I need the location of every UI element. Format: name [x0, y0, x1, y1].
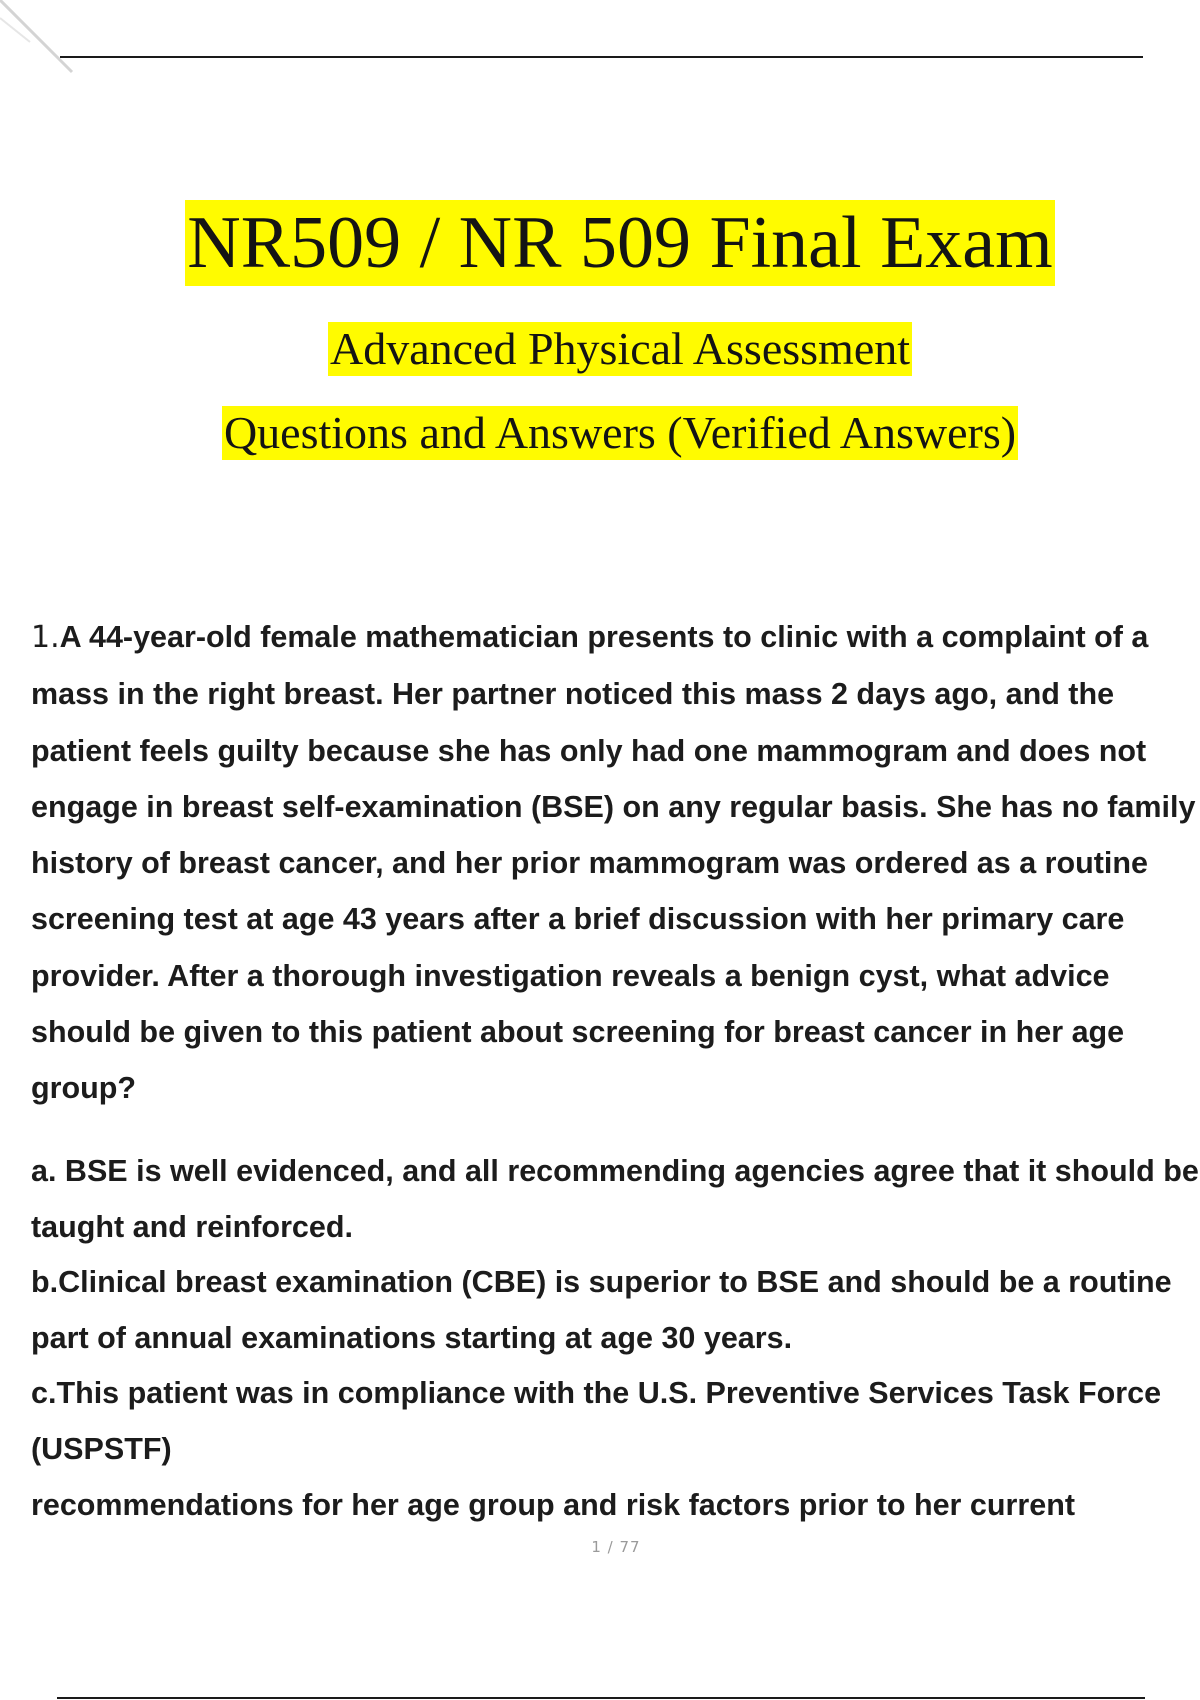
page-indicator: 1 / 77	[591, 1538, 641, 1556]
document-subtitle: Advanced Physical Assessment	[329, 323, 911, 374]
answer-option-a	[31, 1144, 1200, 1255]
question-number: 1.	[31, 620, 60, 655]
document-title: NR509 / NR 509 Final Exam	[187, 202, 1053, 284]
answer-option-b	[31, 1255, 1200, 1366]
option-text: BSE is well evidenced, and all recommending agencies agree that it should be taught and reinforced.	[31, 1154, 1199, 1244]
question-1	[31, 609, 1200, 1117]
title-block	[0, 200, 1200, 460]
document-subtitle-secondary: Questions and Answers (Verified Answers)	[223, 407, 1017, 458]
option-label: c.	[31, 1376, 57, 1411]
page-corner-fold	[0, 0, 90, 90]
answer-option-c	[31, 1366, 1200, 1477]
header-rule	[60, 56, 1143, 58]
answer-options	[31, 1144, 1200, 1533]
option-label: b.	[31, 1265, 59, 1300]
option-text: This patient was in compliance with the U.S. Preventive Services Task Force (USPSTF)	[31, 1376, 1162, 1466]
footer-rule	[57, 1697, 1145, 1699]
question-text: A 44-year-old female mathematician presents to clinic with a complaint of a mass in the right breast. Her partner noticed this mass 2 days ago, and the patient feels guilty because she has only had one mammogram and does not engage in breast self-examination (BSE) on any regular basis. She has no family history of breast cancer, and her prior mammogram was ordered as a routine screening test at age 43 years after a brief discussion with her primary care provider. After a thorough investigation reveals a benign cyst, what advice should be given to this patient about screening for breast cancer in her age group?	[31, 620, 1196, 1106]
option-text: Clinical breast examination (CBE) is superior to BSE and should be a routine part of annual examinations starting at age 30 years.	[31, 1265, 1172, 1355]
answer-option-c-continuation: recommendations for her age group and risk factors prior to her current	[31, 1487, 1075, 1522]
option-label: a.	[31, 1154, 57, 1188]
